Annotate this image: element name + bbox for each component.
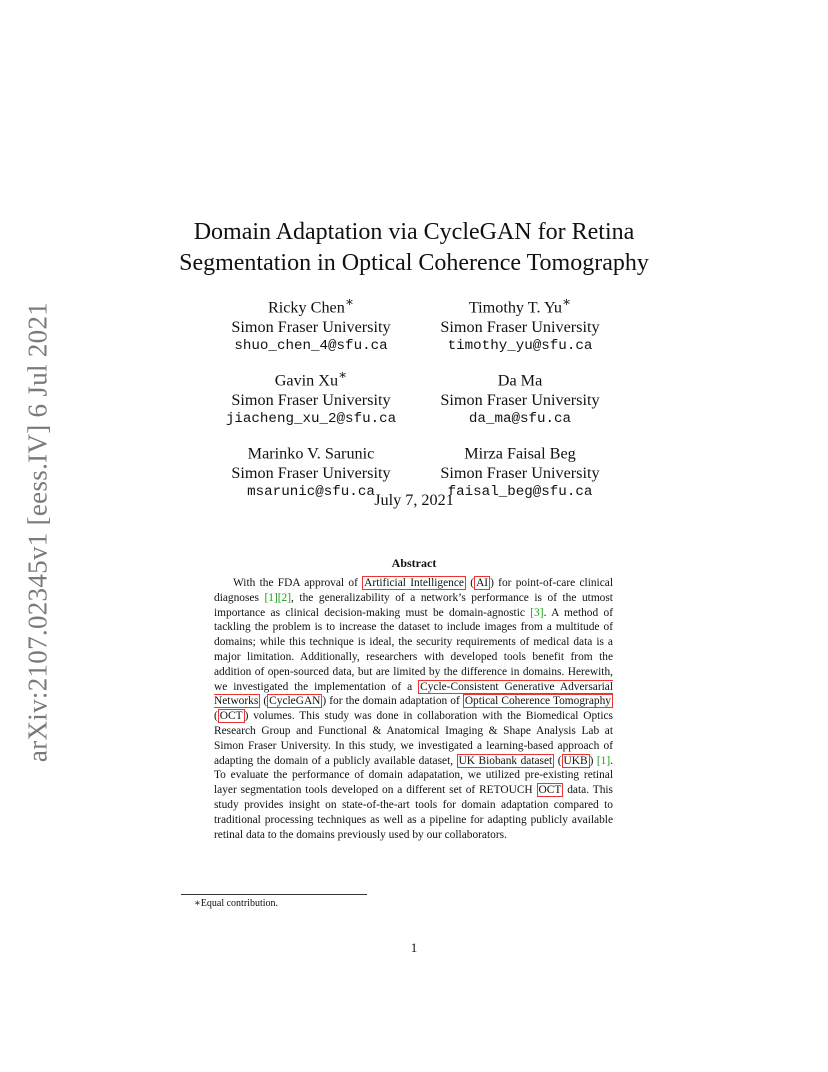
acronym-link[interactable]: Artificial Intelligence xyxy=(364,577,464,589)
abstract-text: . A method of tackling the problem is to increase the dataset to include images from a multitude of domains; while this technique is ideal, the security requirements of medical data is a major limitation. Additionally, researchers with developed tools benefit from the addition of open-sourced data, but are limited by the difference in domains. Herewith, we investigated the implementation of a xyxy=(214,606,614,693)
author-block xyxy=(218,292,613,503)
author-affiliation: Simon Fraser University xyxy=(231,317,391,336)
abstract-text: ( xyxy=(214,710,218,723)
author-email: msarunic@sfu.ca xyxy=(247,484,375,501)
author-name: Mirza Faisal Beg xyxy=(464,444,576,463)
acronym-link[interactable]: AI xyxy=(476,577,489,589)
citation-link[interactable]: [2] xyxy=(277,591,292,604)
acronym-link[interactable]: Cycle-Consistent Generative Adversarial Networks xyxy=(214,680,614,708)
citation-link[interactable]: [1] xyxy=(596,754,611,767)
abstract-text: , the generalizability of a network’s performance is of the utmost importance as clinical decision-making must be domain-agnostic xyxy=(214,591,613,619)
author-email: timothy_yu@sfu.ca xyxy=(447,338,593,355)
author-email: shuo_chen_4@sfu.ca xyxy=(234,338,388,355)
acronym-link[interactable]: UK Biobank dataset xyxy=(458,754,553,767)
author-email: da_ma@sfu.ca xyxy=(468,411,572,428)
abstract-body xyxy=(214,576,613,842)
author-entry xyxy=(218,365,404,430)
abstract-text: ( xyxy=(465,577,475,589)
citation-link[interactable]: [1] xyxy=(264,591,278,604)
author-affiliation: Simon Fraser University xyxy=(440,390,600,409)
acronym-link[interactable]: OCT xyxy=(538,784,562,797)
author-affiliation: Simon Fraser University xyxy=(440,317,600,336)
acronym-link[interactable]: CycleGAN xyxy=(269,695,321,708)
footnote-divider xyxy=(181,894,367,895)
author-entry xyxy=(427,292,613,357)
abstract-text: ) for point-of-care clinical diagnoses xyxy=(214,577,613,604)
publication-date: July 7, 2021 xyxy=(374,491,454,509)
author-entry xyxy=(218,292,404,357)
title-line-1: Domain Adaptation via CycleGAN for Retina xyxy=(193,219,635,245)
footnote: ∗Equal contribution. xyxy=(194,898,279,909)
acronym-link[interactable]: UKB xyxy=(563,754,588,767)
author-affiliation: Simon Fraser University xyxy=(440,463,600,482)
abstract-text: ) xyxy=(589,754,597,767)
author-name: Da Ma xyxy=(497,371,543,390)
abstract-text: ) volumes. This study was done in collaboration with the Biomedical Optics Research Group and Functional & Anatomical Imaging & Shape Analysis Lab at Simon Fraser University. In this study, we investigated a learning-based approach of adapting the domain of a publicly available dataset, xyxy=(214,710,613,767)
abstract-text: data. This study provides insight on state-of-the-art tools for domain adaptation compared to traditional processing techniques as well as a pipeline for adapting publicly available retinal data to the domains previously used by our collaborators. xyxy=(214,784,613,841)
acronym-link[interactable]: Optical Coherence Tomography xyxy=(464,695,611,708)
author-email: jiacheng_xu_2@sfu.ca xyxy=(225,411,397,428)
page-number: 1 xyxy=(410,940,418,955)
author-affiliation: Simon Fraser University xyxy=(231,390,391,409)
paper-title xyxy=(0,217,828,279)
author-entry xyxy=(427,365,613,430)
author-name: Gavin Xu∗ xyxy=(274,366,348,390)
citation-link[interactable]: [3] xyxy=(530,606,544,619)
abstract-text: With the FDA approval of xyxy=(233,577,363,589)
abstract-text: . To evaluate the performance of domain adapatation, we utilized pre-existing retinal layer segmentation tools developed on a different set of RETOUCH xyxy=(214,754,613,797)
arxiv-identifier-stamp: arXiv:2107.02345v1 [eess.IV] 6 Jul 2021 xyxy=(22,301,53,763)
abstract-text: ( xyxy=(260,695,268,708)
author-affiliation: Simon Fraser University xyxy=(231,463,391,482)
title-line-2: Segmentation in Optical Coherence Tomography xyxy=(179,250,649,276)
author-email: faisal_beg@sfu.ca xyxy=(447,484,593,501)
author-name: Timothy T. Yu∗ xyxy=(468,294,572,317)
abstract-text: ) for the domain adaptation of xyxy=(322,695,463,708)
author-name: Marinko V. Sarunic xyxy=(247,444,375,463)
abstract-text: ( xyxy=(554,754,562,767)
acronym-link[interactable]: OCT xyxy=(219,710,243,723)
abstract-heading: Abstract xyxy=(391,556,437,570)
author-name: Ricky Chen∗ xyxy=(267,294,355,317)
